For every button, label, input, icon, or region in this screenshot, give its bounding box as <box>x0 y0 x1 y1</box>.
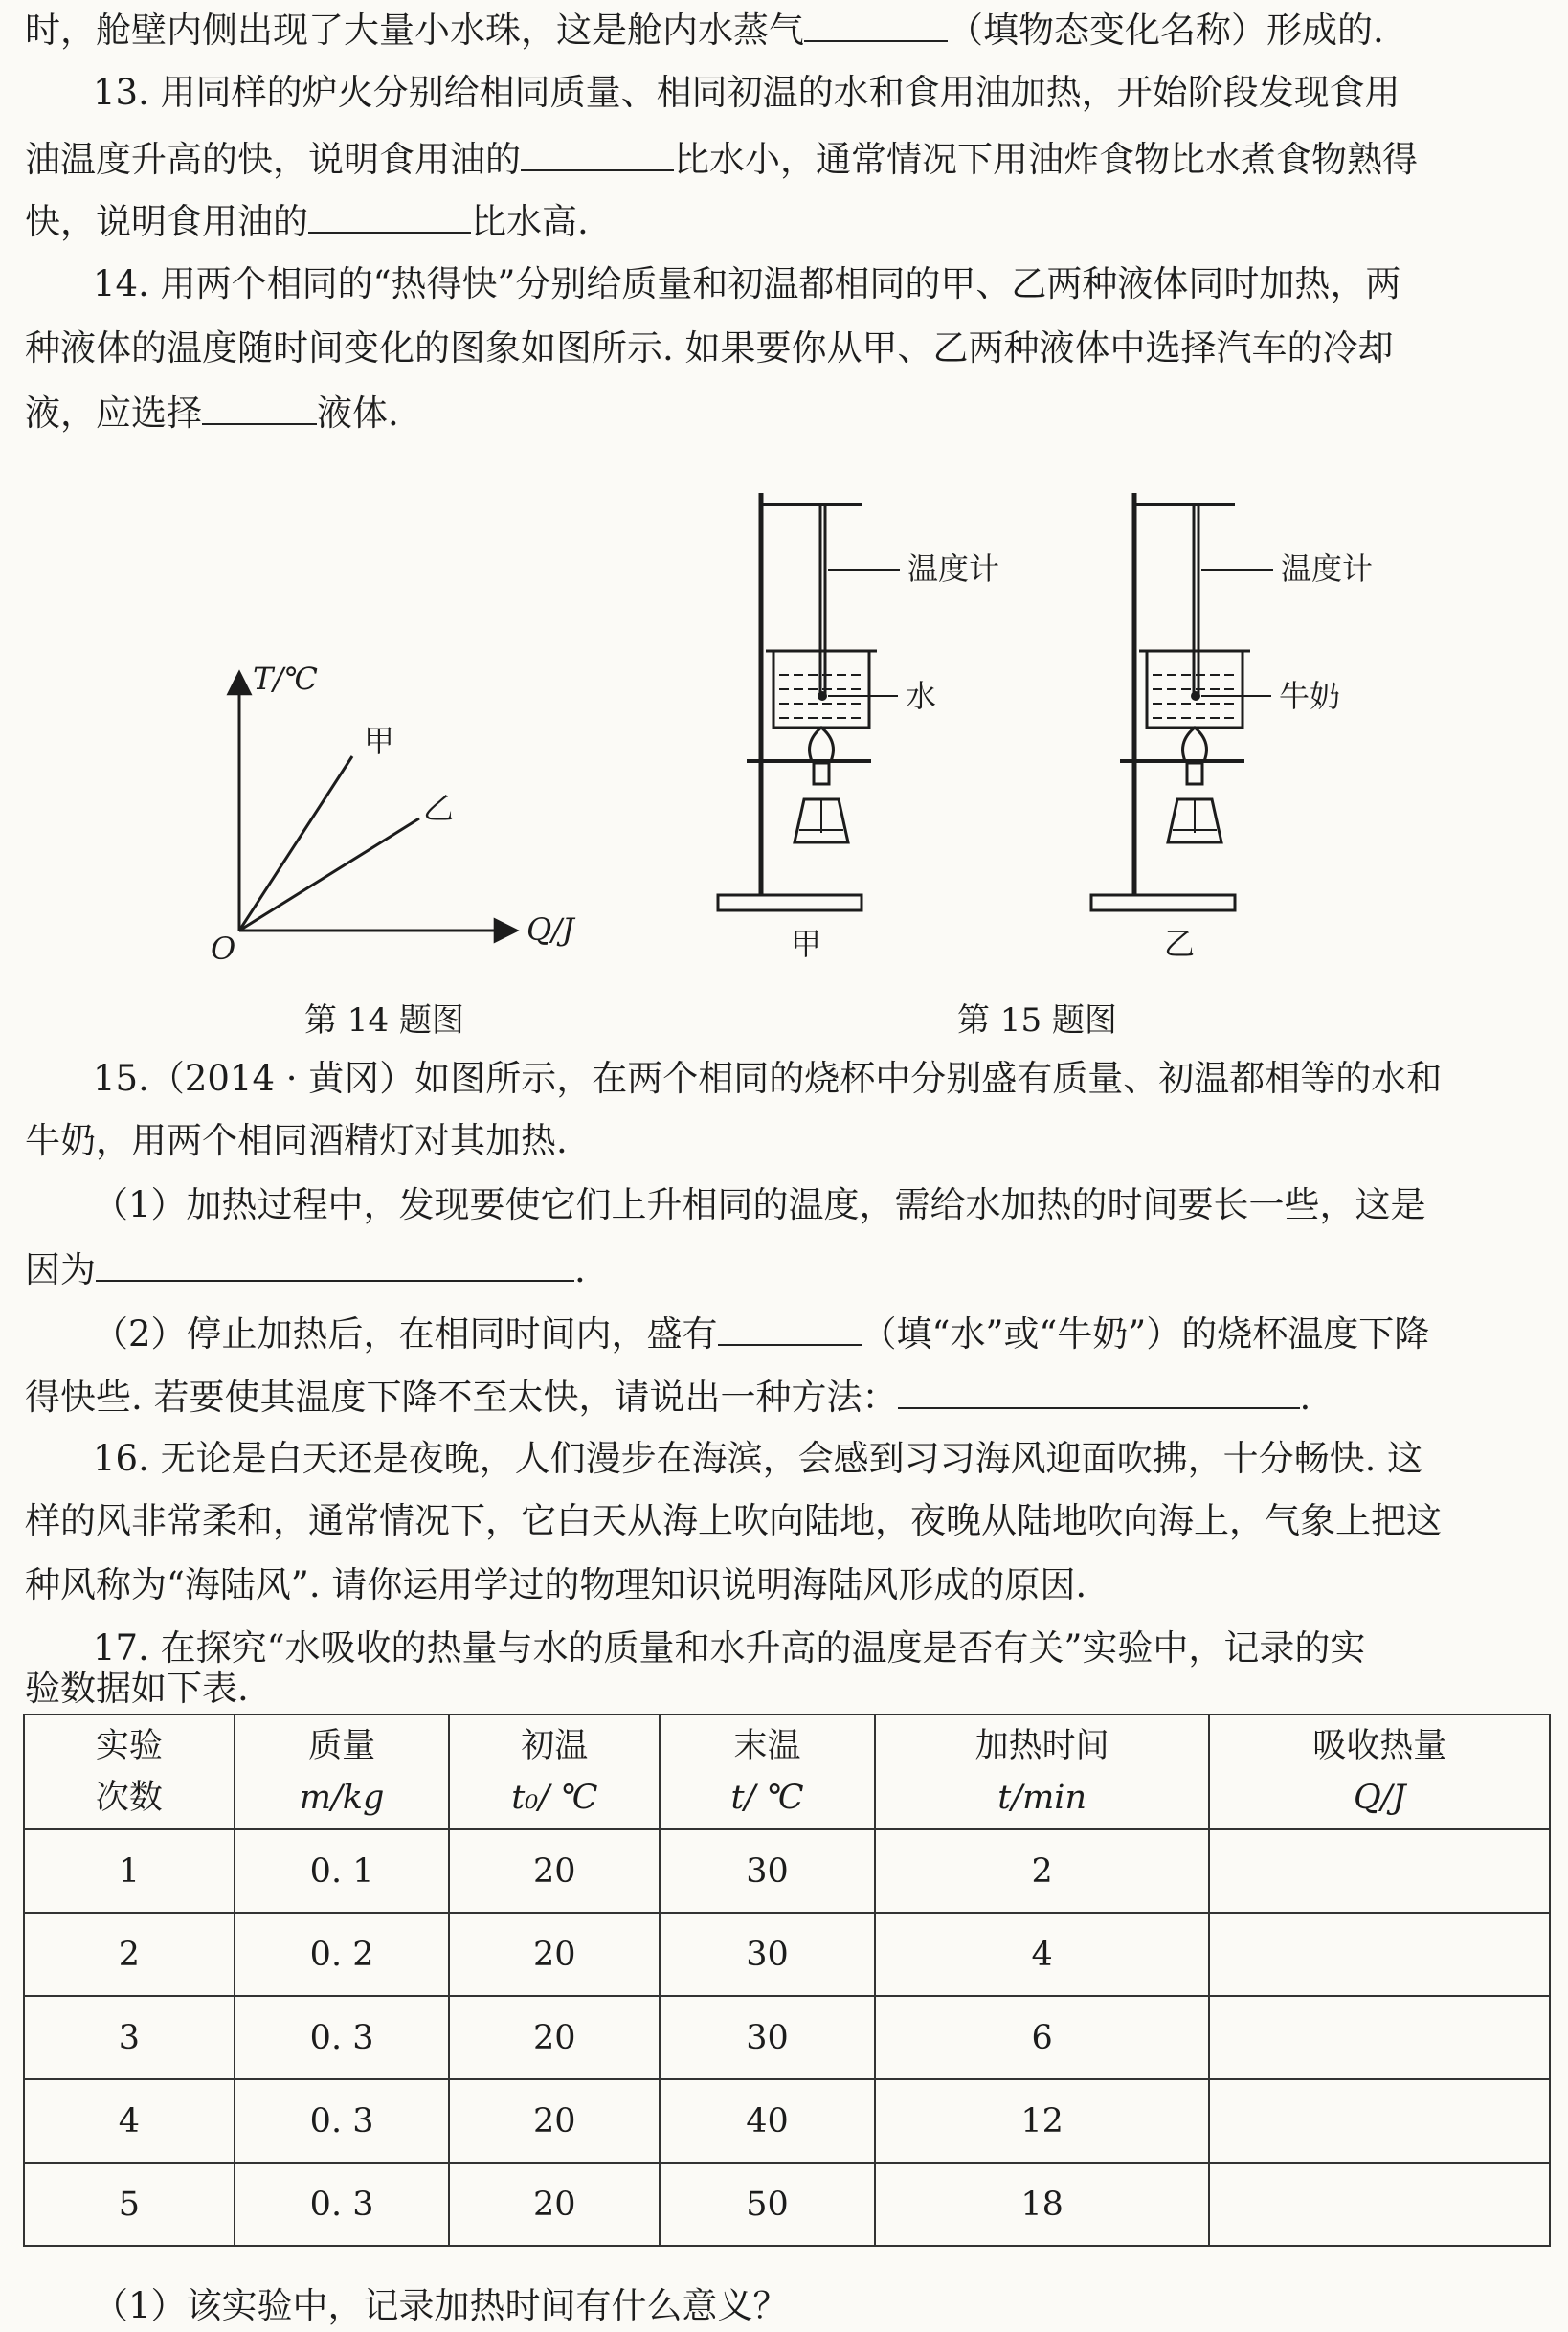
answer-cell[interactable] <box>1209 1913 1550 1996</box>
table-cell: 40 <box>660 2079 875 2163</box>
q17-data-table <box>23 1714 1551 2247</box>
answer-blank[interactable] <box>521 139 674 171</box>
table-row <box>24 1996 1550 2079</box>
header-cell: 末温 t/ ℃ <box>660 1715 875 1829</box>
answer-blank[interactable] <box>308 201 471 234</box>
setup-yi-thermometer-label: 温度计 <box>1281 550 1374 587</box>
setup-jia <box>718 493 900 910</box>
figure-15-apparatus <box>708 483 1436 981</box>
table-row <box>24 1913 1550 1996</box>
series-jia-line <box>239 756 352 931</box>
table-cell: 5 <box>24 2163 235 2246</box>
figure-14-caption: 第 14 题图 <box>304 1001 464 1040</box>
origin-label: O <box>211 931 236 967</box>
x-axis-label: Q/J <box>526 911 574 948</box>
q12-line: 时，舱壁内侧出现了大量小水珠，这是舱内水蒸气 （填物态变化名称）形成的. <box>25 10 1384 51</box>
setup-jia-thermometer-label: 温度计 <box>907 550 1000 587</box>
q17-line2: 验数据如下表. <box>25 1668 249 1709</box>
setup-yi-label: 乙 <box>1164 926 1196 962</box>
table-cell: 30 <box>660 1996 875 2079</box>
table-row <box>24 2163 1550 2246</box>
table-cell: 12 <box>875 2079 1210 2163</box>
q15-sub1-line2: 因为 . <box>25 1249 586 1290</box>
figure-15-caption: 第 15 题图 <box>957 1001 1117 1040</box>
figure-14-graph <box>182 651 603 976</box>
y-axis-label: T/℃ <box>253 661 318 697</box>
header-cell: 实验 次数 <box>24 1715 235 1829</box>
q15-sub2-line1: （2）停止加热后，在相同时间内，盛有 （填“水”或“牛奶”）的烧杯温度下降 <box>93 1313 1430 1355</box>
table-cell: 30 <box>660 1913 875 1996</box>
header-cell: 吸收热量 Q/J <box>1209 1715 1550 1829</box>
q15-sub2-line2: 得快些. 若要使其温度下降不至太快，请说出一种方法： . <box>25 1377 1311 1418</box>
answer-blank[interactable] <box>96 1249 574 1282</box>
q15-line1: 15.（2014 · 黄冈）如图所示，在两个相同的烧杯中分别盛有质量、初温都相等的水和 <box>93 1058 1443 1099</box>
table-cell: 3 <box>24 1996 235 2079</box>
table-cell: 18 <box>875 2163 1210 2246</box>
setup-yi-liquid-label: 牛奶 <box>1279 678 1341 714</box>
q14-line3: 液，应选择 液体. <box>25 392 399 434</box>
answer-cell[interactable] <box>1209 2079 1550 2163</box>
table-cell: 20 <box>449 2079 660 2163</box>
table-cell: 20 <box>449 1913 660 1996</box>
answer-cell[interactable] <box>1209 2163 1550 2246</box>
table-cell: 6 <box>875 1996 1210 2079</box>
table-row <box>24 2079 1550 2163</box>
series-yi-label: 乙 <box>423 790 455 826</box>
table-cell: 2 <box>875 1829 1210 1913</box>
table-cell: 0. 3 <box>235 1996 450 2079</box>
q13-line2: 油温度升高的快，说明食用油的 比水小，通常情况下用油炸食物比水煮食物熟得 <box>25 139 1418 180</box>
table-cell: 20 <box>449 1829 660 1913</box>
series-yi-line <box>239 818 419 931</box>
table-header-row <box>24 1715 1550 1829</box>
answer-blank[interactable] <box>202 392 317 425</box>
table-cell: 2 <box>24 1913 235 1996</box>
header-cell: 加热时间 t/min <box>875 1715 1210 1829</box>
table-cell: 20 <box>449 1996 660 2079</box>
table-row <box>24 1829 1550 1913</box>
q15-sub1-line1: （1）加热过程中，发现要使它们上升相同的温度，需给水加热的时间要长一些，这是 <box>93 1184 1426 1225</box>
header-cell: 初温 t₀/ ℃ <box>449 1715 660 1829</box>
table-cell: 0. 1 <box>235 1829 450 1913</box>
table-cell: 0. 2 <box>235 1913 450 1996</box>
q16-line3: 种风称为“海陆风”. 请你运用学过的物理知识说明海陆风形成的原因. <box>25 1564 1087 1605</box>
table-cell: 30 <box>660 1829 875 1913</box>
table-cell: 4 <box>875 1913 1210 1996</box>
table-cell: 20 <box>449 2163 660 2246</box>
q16-line1: 16. 无论是白天还是夜晚，人们漫步在海滨，会感到习习海风迎面吹拂，十分畅快. 这 <box>93 1438 1423 1479</box>
table-cell: 0. 3 <box>235 2079 450 2163</box>
answer-blank[interactable] <box>804 10 948 42</box>
q13-line3: 快，说明食用油的 比水高. <box>25 201 589 242</box>
q15-line2: 牛奶，用两个相同酒精灯对其加热. <box>25 1120 568 1161</box>
setup-yi <box>1091 493 1273 910</box>
header-cell: 质量 m/kg <box>235 1715 450 1829</box>
answer-cell[interactable] <box>1209 1829 1550 1913</box>
table-cell: 4 <box>24 2079 235 2163</box>
q14-line1: 14. 用两个相同的“热得快”分别给质量和初温都相同的甲、乙两种液体同时加热，两 <box>93 263 1401 304</box>
setup-jia-label: 甲 <box>791 926 822 962</box>
table-cell: 0. 3 <box>235 2163 450 2246</box>
answer-cell[interactable] <box>1209 1996 1550 2079</box>
answer-blank[interactable] <box>898 1377 1300 1409</box>
q14-line2: 种液体的温度随时间变化的图象如图所示. 如果要你从甲、乙两种液体中选择汽车的冷却 <box>25 327 1394 369</box>
q17-sub1: （1）该实验中，记录加热时间有什么意义？ <box>93 2285 789 2326</box>
table-cell: 1 <box>24 1829 235 1913</box>
q13-line1: 13. 用同样的炉火分别给相同质量、相同初温的水和食用油加热，开始阶段发现食用 <box>93 72 1400 113</box>
series-jia-label: 甲 <box>364 723 395 759</box>
table-cell: 50 <box>660 2163 875 2246</box>
answer-blank[interactable] <box>718 1313 862 1346</box>
setup-jia-liquid-label: 水 <box>906 678 937 714</box>
q17-line1: 17. 在探究“水吸收的热量与水的质量和水升高的温度是否有关”实验中，记录的实 <box>93 1627 1366 1669</box>
q16-line2: 样的风非常柔和，通常情况下，它白天从海上吹向陆地，夜晚从陆地吹向海上，气象上把这 <box>25 1500 1442 1541</box>
